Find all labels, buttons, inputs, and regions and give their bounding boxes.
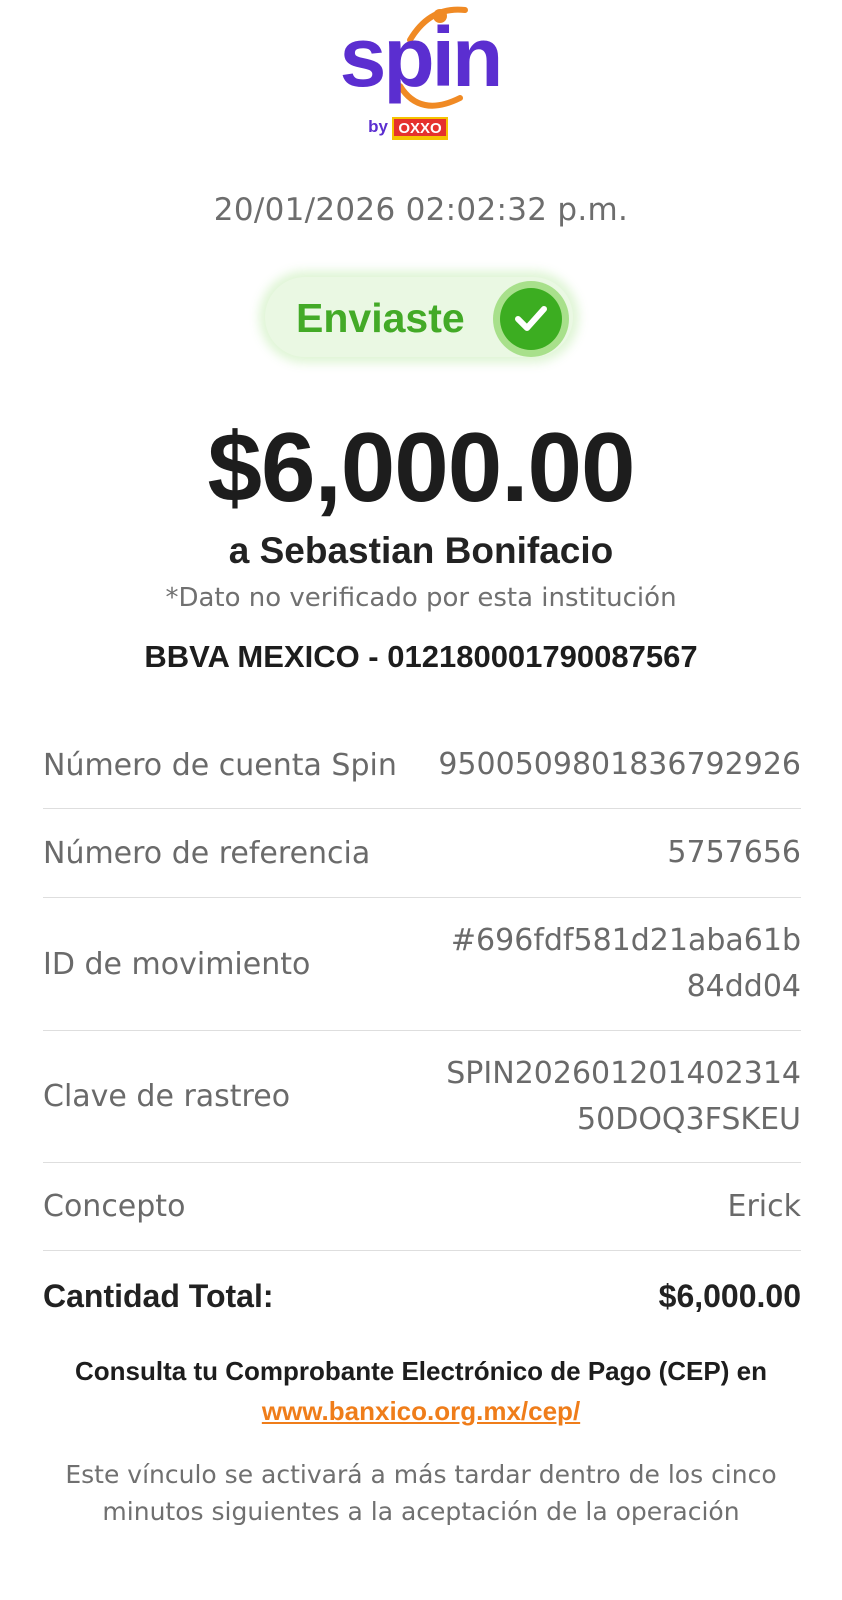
brand-logo (0, 0, 842, 152)
spin-by-oxxo-logo (300, 0, 540, 150)
total-label: Cantidad Total: (43, 1277, 274, 1314)
cep-link[interactable]: www.banxico.org.mx/cep/ (261, 1396, 581, 1426)
unverified-disclaimer: *Dato no verificado por esta institución (165, 583, 677, 613)
recipient-name: a Sebastian Bonifacio (228, 530, 614, 571)
detail-row-movement-id (43, 898, 801, 1031)
transfer-amount: $6,000.00 (207, 412, 635, 522)
oxxo-mark: OXXO (398, 120, 442, 137)
detail-label: Clave de rastreo (43, 1079, 291, 1114)
detail-label: ID de movimiento (43, 946, 311, 982)
transaction-timestamp: 20/01/2026 02:02:32 p.m. (213, 192, 629, 228)
cep-instructions: Consulta tu Comprobante Electrónico de Pago (CEP) en (75, 1356, 767, 1386)
detail-label: Número de referencia (43, 835, 371, 871)
brand-wordmark: spin (339, 10, 501, 104)
detail-row-tracking-key (43, 1031, 801, 1163)
detail-value: 9500509801836792926 (438, 747, 801, 782)
svg-text:by: by (368, 117, 388, 136)
detail-row-reference (43, 809, 801, 898)
detail-value: 5757656 (667, 835, 801, 870)
total-value: $6,000.00 (658, 1278, 801, 1314)
detail-row-concept (43, 1163, 801, 1251)
detail-row-total (43, 1251, 801, 1341)
detail-label: Número de cuenta Spin (43, 747, 397, 783)
transaction-details (43, 722, 801, 1341)
detail-row-account (43, 722, 801, 809)
detail-value: Erick (727, 1188, 801, 1224)
cep-link-row (0, 1392, 842, 1430)
detail-value: #696fdf581d21aba61b84dd04 (450, 923, 801, 1004)
destination-bank-account: BBVA MEXICO - 012180001790087567 (144, 639, 698, 674)
check-circle-icon (493, 281, 569, 357)
detail-label: Concepto (43, 1189, 186, 1224)
cep-activation-note: Este vínculo se activará a más tardar dentro de los cinco minutos siguientes a la aceptación de la operación (65, 1460, 777, 1526)
status-label: Enviaste (296, 295, 465, 341)
detail-value: SPIN20260120140231450DOQ3FSKEU (446, 1055, 801, 1137)
